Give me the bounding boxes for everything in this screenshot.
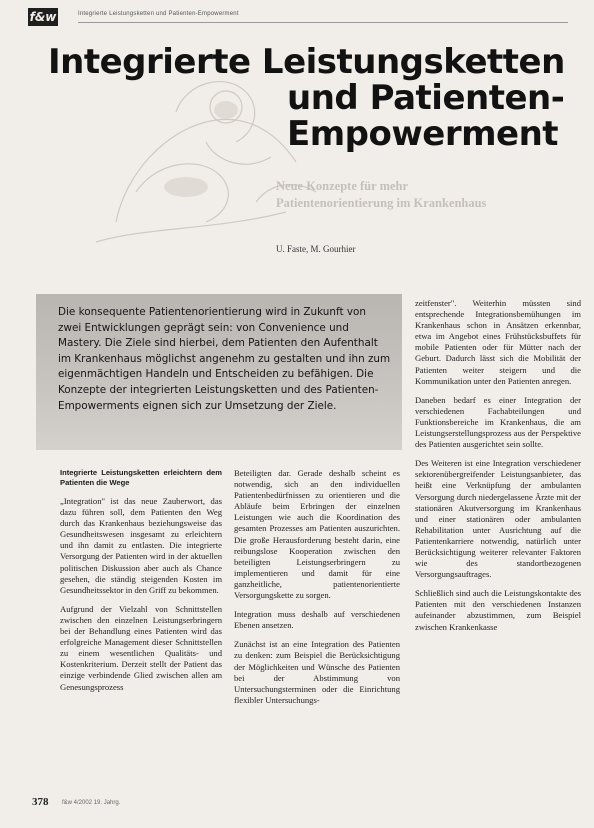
paragraph: „Integration" ist das neue Zauberwort, das dazu führen soll, dem Patienten den Weg durch das Krankenhaus beziehungsweise das Gesundheitswesen insgesamt zu erleichtern und ihn damit zu entlasten. Die integrierte Versorgung der Patienten wird in der aktuellen politischen Diskussion aber auch als Chance gesehen, die ständig steigenden Kosten im Gesundheitssektor in den Griff zu bekommen. [60,496,222,595]
intro-box: Die konsequente Patientenorientierung wird in Zukunft von zwei Entwicklungen geprägt sein: von Convenience und Mastery. Die Ziele sind hierbei, dem Patienten den Aufenthalt im Krankenhaus möglichst angenehm zu gestalten und ihn zum eigenmächtigen Handeln und Entscheiden zu befähigen. Die Konzepte der integrierten Leistungsketten und des Patienten-Empowerments eignen sich zur Umsetzung der Ziele. [36,294,402,450]
paragraph: Aufgrund der Vielzahl von Schnittstellen zwischen den einzelnen Leistungserbringern bei der Behandlung eines Patienten wird das erfolgreiche Management dieser Schnittstellen zu einem wesentlichen Qualitäts- und Kostenkriterium. Derzeit stellt der Patient das einzige verbindende Glied zwischen allen am Genesungsprozess [60,603,222,692]
section-heading: Integrierte Leistungsketten erleichtern dem Patienten die Wege [60,468,222,487]
paragraph: Schließlich sind auch die Leistungskontakte des Patienten mit den verschiedenen Instanzen aufeinander abzustimmen, zum Beispiel zwischen Krankenkasse [415,588,581,632]
text-column-2 [234,468,400,714]
text-column-1 [60,468,222,701]
issue-info: f&w 4/2002 19. Jahrg. [62,800,121,806]
running-title: Integrierte Leistungsketten und Patienten-Empowerment [78,11,239,17]
paragraph: Beteiligten dar. Gerade deshalb scheint es notwendig, sich an den individuellen Patientenbedürfnissen zu orientieren und die Abläufe beim Erbringen der einzelnen Leistungen wie auch die Koordination des gesamten Prozesses am Patienten auszurichten. Die große Herausforderung besteht darin, eine reibungslose Kooperation zwischen den beteiligten Leistungserbringern zu implementieren und damit für eine ganzheitliche, patientenorientierte Versorgungskette zu sorgen. [234,468,400,601]
paragraph: Zunächst ist an eine Integration des Patienten zu denken: zum Beispiel die Berücksichtigung der Möglichkeiten und Wünsche des Patienten bei der Abstimmung von Untersuchungsterminen oder die Einrichtung flexibler Untersuchungs- [234,639,400,705]
paragraph: Daneben bedarf es einer Integration der verschiedenen Fachabteilungen und Funktionsbereiche im Krankenhaus, die am Leistungserstellungsprozess aus der Perspektive des Patienten ausgerichtet sein sollte. [415,394,581,450]
subtitle-line-2: Patientenorientierung im Krankenhaus [276,196,487,210]
title-line-1: Integrierte Leistungsketten [48,42,565,82]
paragraph: Des Weiteren ist eine Integration verschiedener sektorenübergreifender Leistungsanbieter, das heißt eine Verknüpfung der ambulanten Versorgung durch niedergelassene Ärzte mit der stationären Akutversorgung im Krankenhaus und einer stationären oder ambulanten Rehabilitation unter Ausrichtung auf die Patientenkarriere notwendig, natürlich unter Berücksichtigung weiterer relevanter Faktoren wie des standortbezogenen Versorgungsauftrages. [415,458,581,580]
text-column-3 [415,298,581,641]
page-number: 378 [32,796,49,808]
header-rule [78,22,568,23]
running-header [28,8,568,26]
paragraph: Integration muss deshalb auf verschiedenen Ebenen ansetzen. [234,609,400,631]
title-line-2: und Patienten- [287,78,565,118]
title-line-3: Empowerment [287,114,559,154]
article-authors: U. Faste, M. Gourhier [276,244,356,254]
page-footer [32,796,572,816]
article-subtitle [276,178,576,212]
paragraph: zeitfenster". Weiterhin müssten sind entsprechende Integrationsbemühungen im Krankenhaus schon in Ansätzen erkennbar, etwa im Angebot eines Frühstücksbuffets für mobile Patienten oder für Mütter nach der Geburt. Dadurch lässt sich die Mobilität der Patienten weiter steigern und die Kommunikation unter den Patienten anregen. [415,298,581,386]
article-title [12,44,572,152]
subtitle-line-1: Neue Konzepte für mehr [276,179,409,193]
journal-logo: f&w [29,10,57,24]
